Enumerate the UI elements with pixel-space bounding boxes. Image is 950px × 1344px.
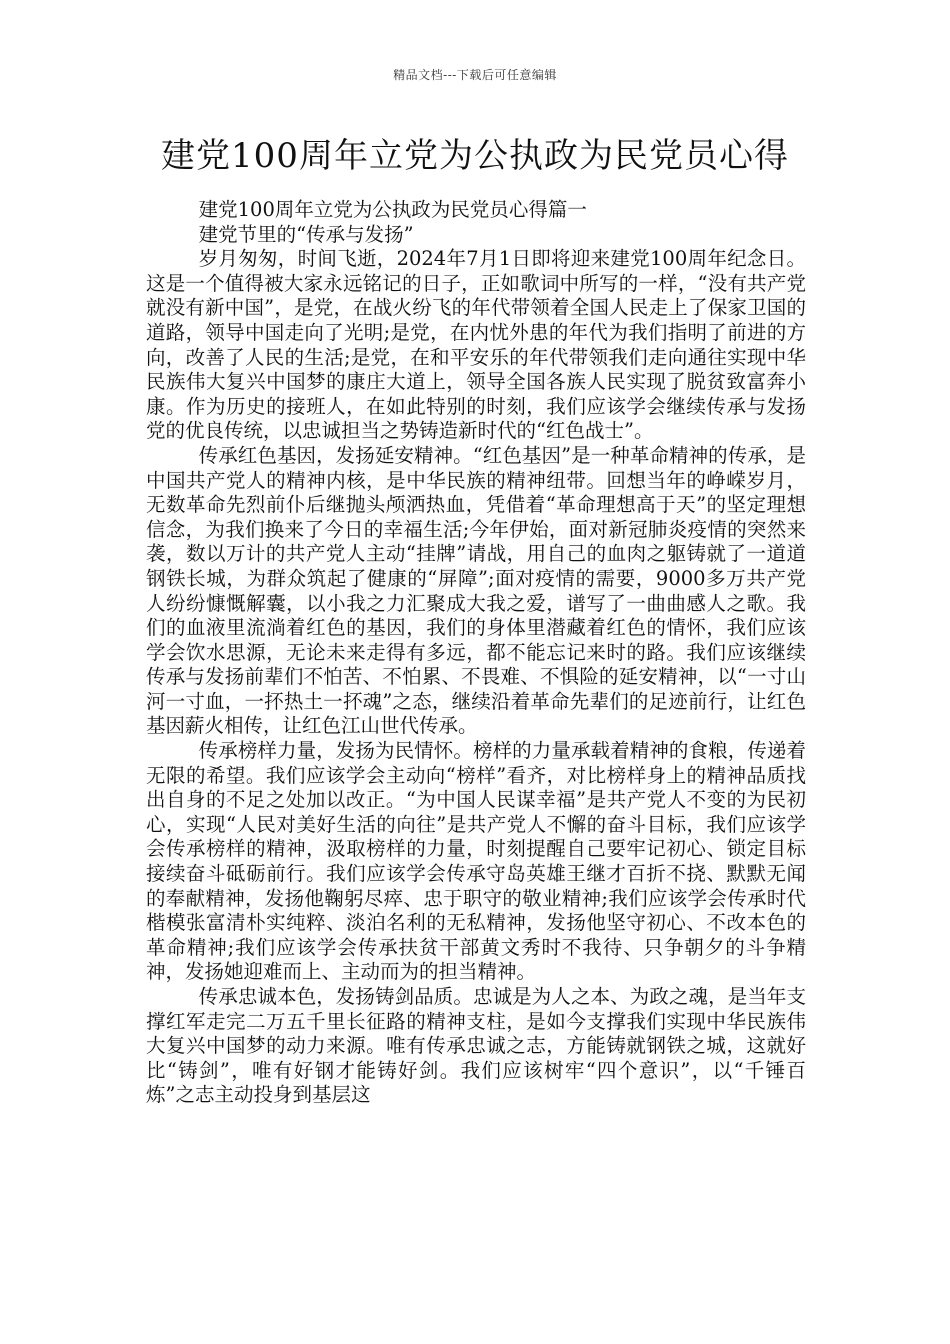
paragraph: 传承红色基因，发扬延安精神。“红色基因”是一种革命精神的传承，是中国共产党人的精神内核，是中华民族的精神纽带。回想当年的峥嵘岁月，无数革命先烈前仆后继抛头颅洒热血，凭借着“革命理想高于天”的坚定理想信念，为我们换来了今日的幸福生活;今年伊始，面对新冠肺炎疫情的突然来袭，数以万计的共产党人主动“挂牌”请战，用自己的血肉之躯铸就了一道道钢铁长城，为群众筑起了健康的“屏障”;面对疫情的需要，9000多万共产党人纷纷慷慨解囊，以小我之力汇聚成大我之爱，谱写了一曲曲感人之歌。我们的血液里流淌着红色的基因，我们的身体里潜藏着红色的情怀，我们应该学会饮水思源，无论未来走得有多远，都不能忘记来时的路。我们应该继续传承与发扬前辈们不怕苦、不怕累、不畏难、不惧险的延安精神，以“一寸山河一寸血，一抔热土一抔魂”之态，继续沿着革命先辈们的足迹前行，让红色基因薪火相传，让红色江山世代传承。 bbox=[146, 443, 806, 738]
paragraph: 传承榜样力量，发扬为民情怀。榜样的力量承载着精神的食粮，传递着无限的希望。我们应该学会主动向“榜样”看齐，对比榜样身上的精神品质找出自身的不足之处加以改正。“为中国人民谋幸福”是共产党人不变的为民初心，实现“人民对美好生活的向往”是共产党人不懈的奋斗目标，我们应该学会传承榜样的精神，汲取榜样的力量，时刻提醒自己要牢记初心、锁定目标接续奋斗砥砺前行。我们应该学会传承守岛英雄王继才百折不挠、默默无闻的奉献精神，发扬他鞠躬尽瘁、忠于职守的敬业精神;我们应该学会传承时代楷模张富清朴实纯粹、淡泊名利的无私精神，发扬他坚守初心、不改本色的革命精神;我们应该学会传承扶贫干部黄文秀时不我待、只争朝夕的斗争精神，发扬她迎难而上、主动而为的担当精神。 bbox=[146, 739, 806, 984]
subtitle-line: 建党100周年立党为公执政为民党员心得篇一 bbox=[198, 198, 587, 221]
header-note: 精品文档---下载后可任意编辑 bbox=[393, 68, 557, 82]
document-title: 建党100周年立党为公执政为民党员心得 bbox=[161, 136, 789, 176]
paragraph: 传承忠诚本色，发扬铸剑品质。忠诚是为人之本、为政之魂，是当年支撑红军走完二万五千里长征路的精神支柱，是如今支撑我们实现中华民族伟大复兴中国梦的动力来源。唯有传承忠诚之志，方能铸就钢铁之城，这就好比“铸剑”，唯有好钢才能铸好剑。我们应该树牢“四个意识”，以“千锤百炼”之志主动投身到基层这 bbox=[146, 985, 806, 1107]
document-body bbox=[146, 198, 806, 1108]
paragraph: 岁月匆匆，时间飞逝，2024年7月1日即将迎来建党100周年纪念日。这是一个值得被大家永远铭记的日子，正如歌词中所写的一样，“没有共产党就没有新中国”，是党，在战火纷飞的年代带领着全国人民走上了保家卫国的道路，领导中国走向了光明;是党，在内忧外患的年代为我们指明了前进的方向，改善了人民的生活;是党，在和平安乐的年代带领我们走向通往实现中华民族伟大复兴中国梦的康庄大道上，领导全国各族人民实现了脱贫致富奔小康。作为历史的接班人，在如此特别的时刻，我们应该学会继续传承与发扬党的优良传统，以忠诚担当之势铸造新时代的“红色战士”。 bbox=[146, 247, 806, 443]
section-heading: 建党节里的“传承与发扬” bbox=[198, 222, 414, 246]
